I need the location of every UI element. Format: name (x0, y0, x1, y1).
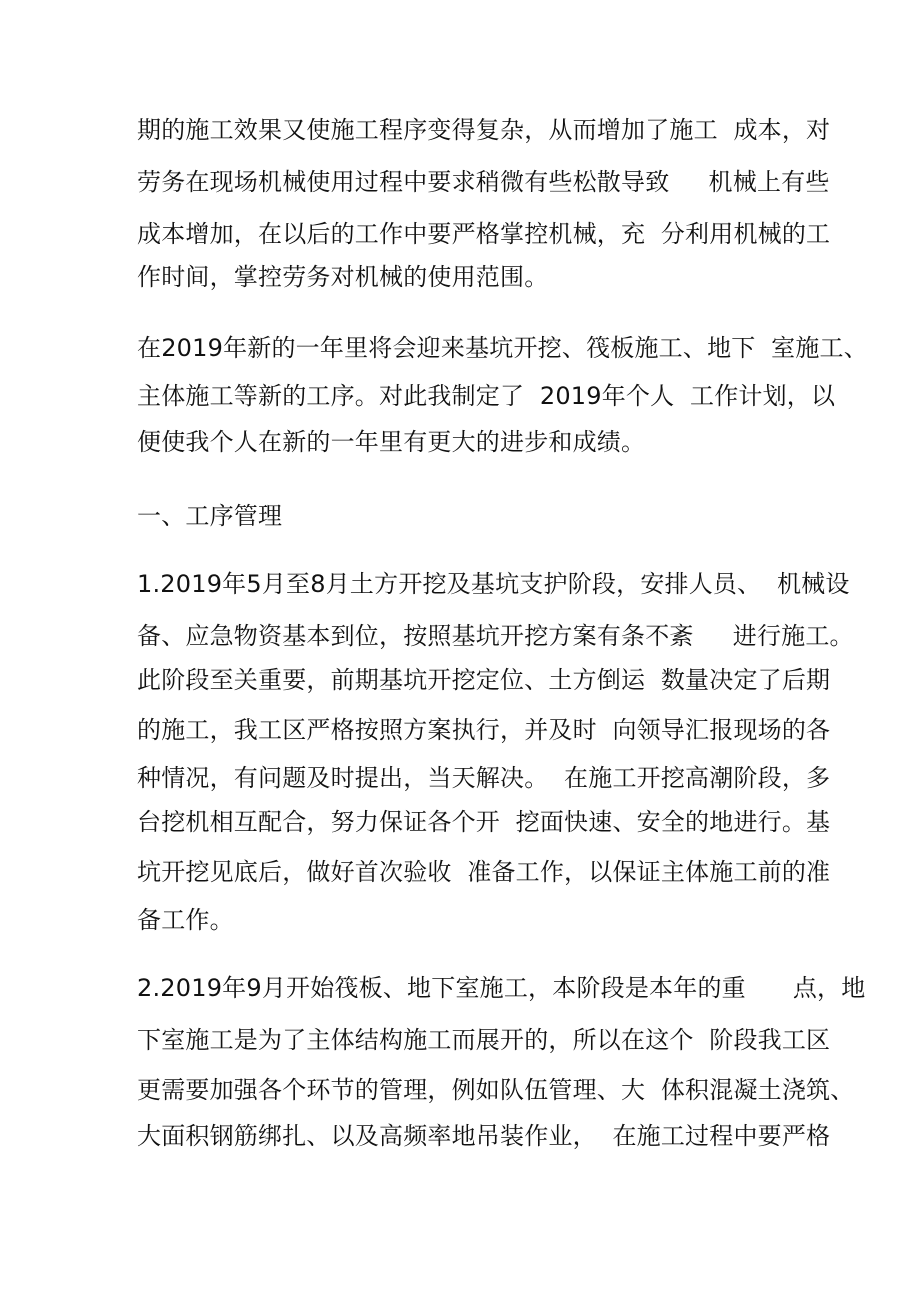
text-line: 种情况，有问题及时提出，当天解决。 在施工开挖高潮阶段，多 (137, 764, 831, 792)
text-line: 大面积钢筋绑扎、以及高频率地吊装作业， 在施工过程中要严格 (137, 1122, 831, 1150)
text-line: 下室施工是为了主体结构施工而展开的，所以在这个 阶段我工区 (137, 1026, 831, 1054)
text-line: 作时间，掌控劳务对机械的使用范围。 (137, 263, 549, 291)
text-line: 此阶段至关重要，前期基坑开挖定位、土方倒运 数量决定了后期 (137, 666, 831, 694)
text-line: 的施工，我工区严格按照方案执行，并及时 向领导汇报现场的各 (137, 716, 831, 744)
text-line: 更需要加强各个环节的管理，例如队伍管理、大 体积混凝土浇筑、 (137, 1076, 855, 1104)
text-line: 主体施工等新的工序。对此我制定了 2019年个人 工作计划，以 (137, 382, 836, 410)
text-line: 1.2019年5月至8月土方开挖及基坑支护阶段，安排人员、 机械设 (137, 570, 850, 598)
text-line: 备工作。 (137, 906, 234, 934)
text-line: 台挖机相互配合，努力保证各个开 挖面快速、安全的地进行。基 (137, 808, 831, 836)
heading-process-management: 一、工序管理 (137, 502, 283, 530)
text-line: 劳务在现场机械使用过程中要求稍微有些松散导致 机械上有些 (137, 168, 830, 196)
text-line: 2.2019年9月开始筏板、地下室施工，本阶段是本年的重 点，地 (137, 974, 866, 1002)
text-line: 在2019年新的一年里将会迎来基坑开挖、筏板施工、地下 室施工、 (137, 334, 868, 362)
text-line: 便使我个人在新的一年里有更大的进步和成绩。 (137, 428, 646, 456)
text-line: 备、应急物资基本到位，按照基坑开挖方案有条不紊 进行施工。 (137, 622, 854, 650)
text-line: 坑开挖见底后，做好首次验收 准备工作，以保证主体施工前的准 (137, 858, 831, 886)
text-line: 成本增加，在以后的工作中要严格掌控机械，充 分利用机械的工 (137, 220, 831, 248)
text-line: 期的施工效果又使施工程序变得复杂，从而增加了施工 成本，对 (137, 116, 831, 144)
